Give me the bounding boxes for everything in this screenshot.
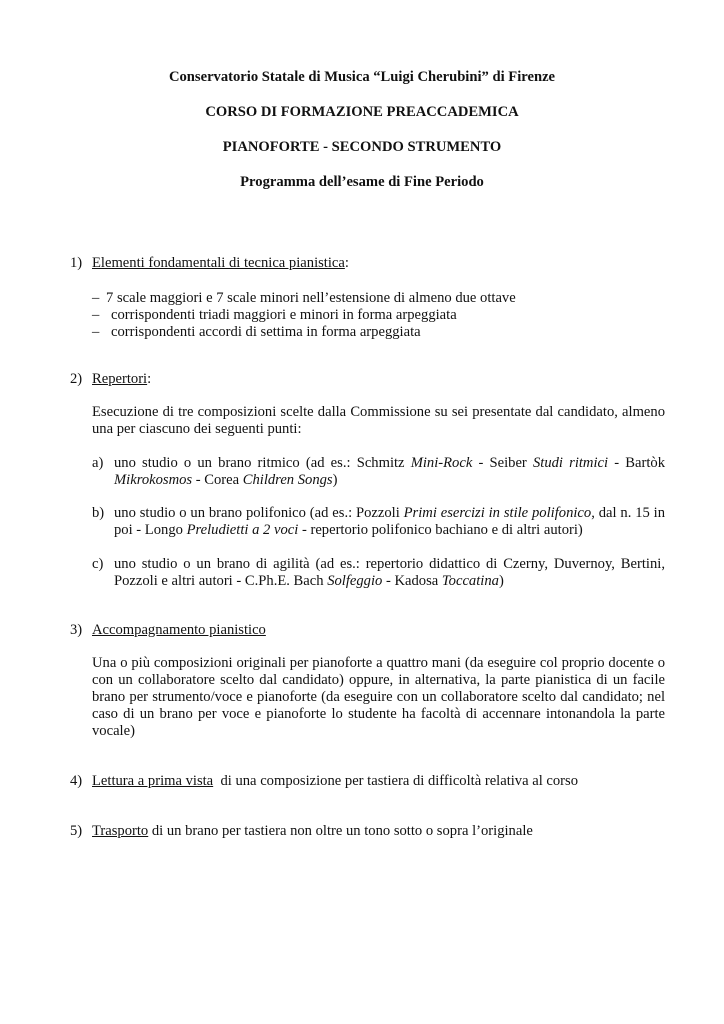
item-text: uno studio o un brano polifonico (ad es.: Pozzoli Primi esercizi in stile polifonico, dal n. 15 in poi - Longo Preludietti a 2 voci - repertorio polifonico bachiano e di altri autori)	[114, 505, 665, 538]
section-title: Accompagnamento pianistico	[92, 622, 266, 638]
course-title: CORSO DI FORMAZIONE PREACCADEMICA	[205, 104, 519, 120]
list-item-text: corrispondenti triadi maggiori e minori in forma arpeggiata	[111, 307, 457, 323]
list-item	[92, 307, 457, 324]
section-title: Lettura a prima vista	[92, 773, 214, 789]
instrument-title: PIANOFORTE - SECONDO STRUMENTO	[222, 139, 502, 155]
section-title: Repertori	[92, 371, 148, 387]
repertoire-item-b	[92, 505, 665, 539]
section-number: 5)	[70, 823, 83, 839]
section-colon: :	[344, 255, 349, 271]
repertoire-item-a	[92, 455, 665, 489]
section-number: 2)	[70, 371, 83, 387]
section-number: 1)	[70, 255, 83, 271]
item-text: uno studio o un brano di agilità (ad es.: repertorio didattico di Czerny, Duvernoy, Bertini, Pozzoli e altri autori - C.Ph.E. Bach Solfeggio - Kadosa Toccatina)	[114, 556, 665, 589]
item-mark: b)	[92, 505, 105, 521]
accompaniment-body: Una o più composizioni originali per pianoforte a quattro mani (da eseguire col proprio docente o con un collaboratore scelto dal candidato) oppure, in alternativa, la parte pianistica di un facile brano per strumento/voce e pianoforte (da eseguire con un collaboratore scelto dal candidato; nel caso di un brano per voce e pianoforte lo studente ha facoltà di accennare intonandola la parte vocale)	[92, 655, 665, 739]
section-colon: :	[147, 371, 152, 387]
item-mark: a)	[92, 455, 104, 471]
section-text: di una composizione per tastiera di difficoltà relativa al corso	[213, 773, 579, 789]
dash-bullet: –	[92, 290, 100, 306]
list-item	[92, 324, 421, 341]
list-item	[92, 290, 516, 307]
item-text: uno studio o un brano ritmico (ad es.: Schmitz Mini-Rock - Seiber Studi ritmici - Bartòk Mikrokosmos - Corea Children Songs)	[114, 455, 665, 488]
section-text: di un brano per tastiera non oltre un tono sotto o sopra l’originale	[148, 823, 533, 839]
repertoire-item-c	[92, 556, 665, 590]
section-title: Elementi fondamentali di tecnica pianistica	[92, 255, 345, 271]
list-item-text: 7 scale maggiori e 7 scale minori nell’estensione di almeno due ottave	[106, 290, 516, 306]
list-item-text: corrispondenti accordi di settima in forma arpeggiata	[111, 324, 421, 340]
item-mark: c)	[92, 556, 104, 572]
dash-bullet: –	[92, 324, 100, 340]
section-number: 4)	[70, 773, 83, 789]
section-title: Trasporto	[92, 823, 149, 839]
institution-title: Conservatorio Statale di Musica “Luigi Cherubini” di Firenze	[168, 69, 556, 85]
repertoire-intro: Esecuzione di tre composizioni scelte dalla Commissione su sei presentate dal candidato, almeno una per ciascuno dei seguenti punti:	[92, 404, 665, 437]
dash-bullet: –	[92, 307, 100, 323]
exam-title: Programma dell’esame di Fine Periodo	[240, 174, 484, 190]
section-number: 3)	[70, 622, 83, 638]
